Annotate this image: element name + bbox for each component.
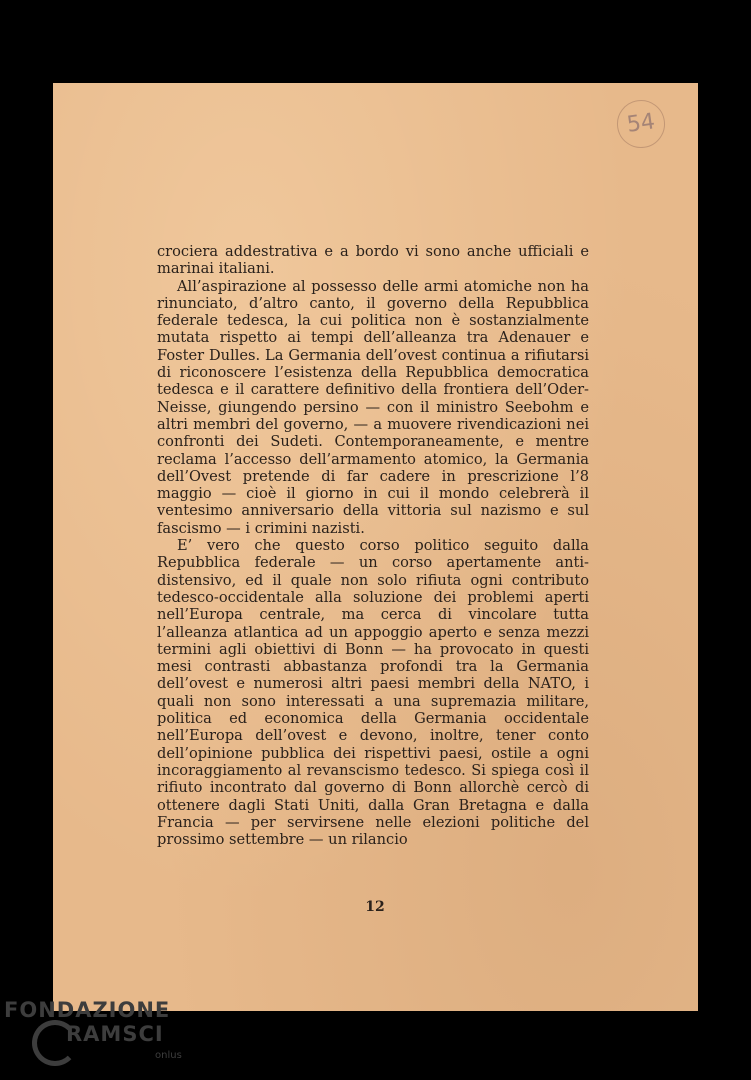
watermark-line-3: onlus — [155, 1050, 182, 1061]
fondazione-gramsci-watermark — [4, 998, 184, 1074]
watermark-line-2: RAMSCI — [66, 1022, 164, 1046]
paragraph-3: E’ vero che questo corso politico seguito dalla Repubblica federale — un corso apertamente anti-distensivo, ed il quale non solo rifiuta ogni contributo tedesco-occidentale alla soluzione dei problemi aperti nell’Europa centrale, ma cerca di vincolare tutta l’alleanza atlantica ad un appoggio aperto e senza mezzi termini agli obiettivi di Bonn — ha provocato in questi mesi contrasti abbastanza profondi tra la Germania dell’ovest e numerosi altri paesi membri della NATO, i quali non sono interessati a una supremazia militare, politica ed economica della Germania occidentale nell’Europa dell’ovest e devono, inoltre, tener conto dell’opinione pubblica dei rispettivi paesi, ostile a ogni incoraggiamento al revanscismo tedesco. Si spiega così il rifiuto incontrato dal governo di Bonn allorchè cercò di ottenere dagli Stati Uniti, dalla Gran Bretagna e dalla Francia — per servirsene nelle elezioni politiche del prossimo settembre — un rilancio — [157, 537, 589, 849]
paragraph-2: All’aspirazione al possesso delle armi atomiche non ha rinunciato, d’altro canto, il governo della Repubblica federale tedesca, la cui politica non è sostanzialmente mutata rispetto ai tempi dell’alleanza tra Adenauer e Foster Dulles. La Germania dell’ovest continua a rifiutarsi di riconoscere l’esistenza della Repubblica democratica tedesca e il carattere definitivo della frontiera dell’Oder-Neisse, giungendo persino — con il ministro Seebohm e altri membri del governo, — a muovere rivendicazioni nei confronti dei Sudeti. Contemporaneamente, e mentre reclama l’accesso dell’armamento atomico, la Germania dell’Ovest pretende di far cadere in prescrizione l’8 maggio — cioè il giorno in cui il mondo celebrerà il ventesimo anniversario della vittoria sul nazismo e sul fascismo — i crimini nazisti. — [157, 277, 589, 537]
archive-number-stamp: 54 — [614, 97, 668, 151]
body-text — [157, 243, 589, 848]
watermark-line-1: FONDAZIONE — [4, 998, 171, 1022]
page-number: 12 — [365, 899, 385, 915]
paragraph-1: crociera addestrativa e a bordo vi sono anche ufficiali e marinai italiani. — [157, 243, 589, 278]
